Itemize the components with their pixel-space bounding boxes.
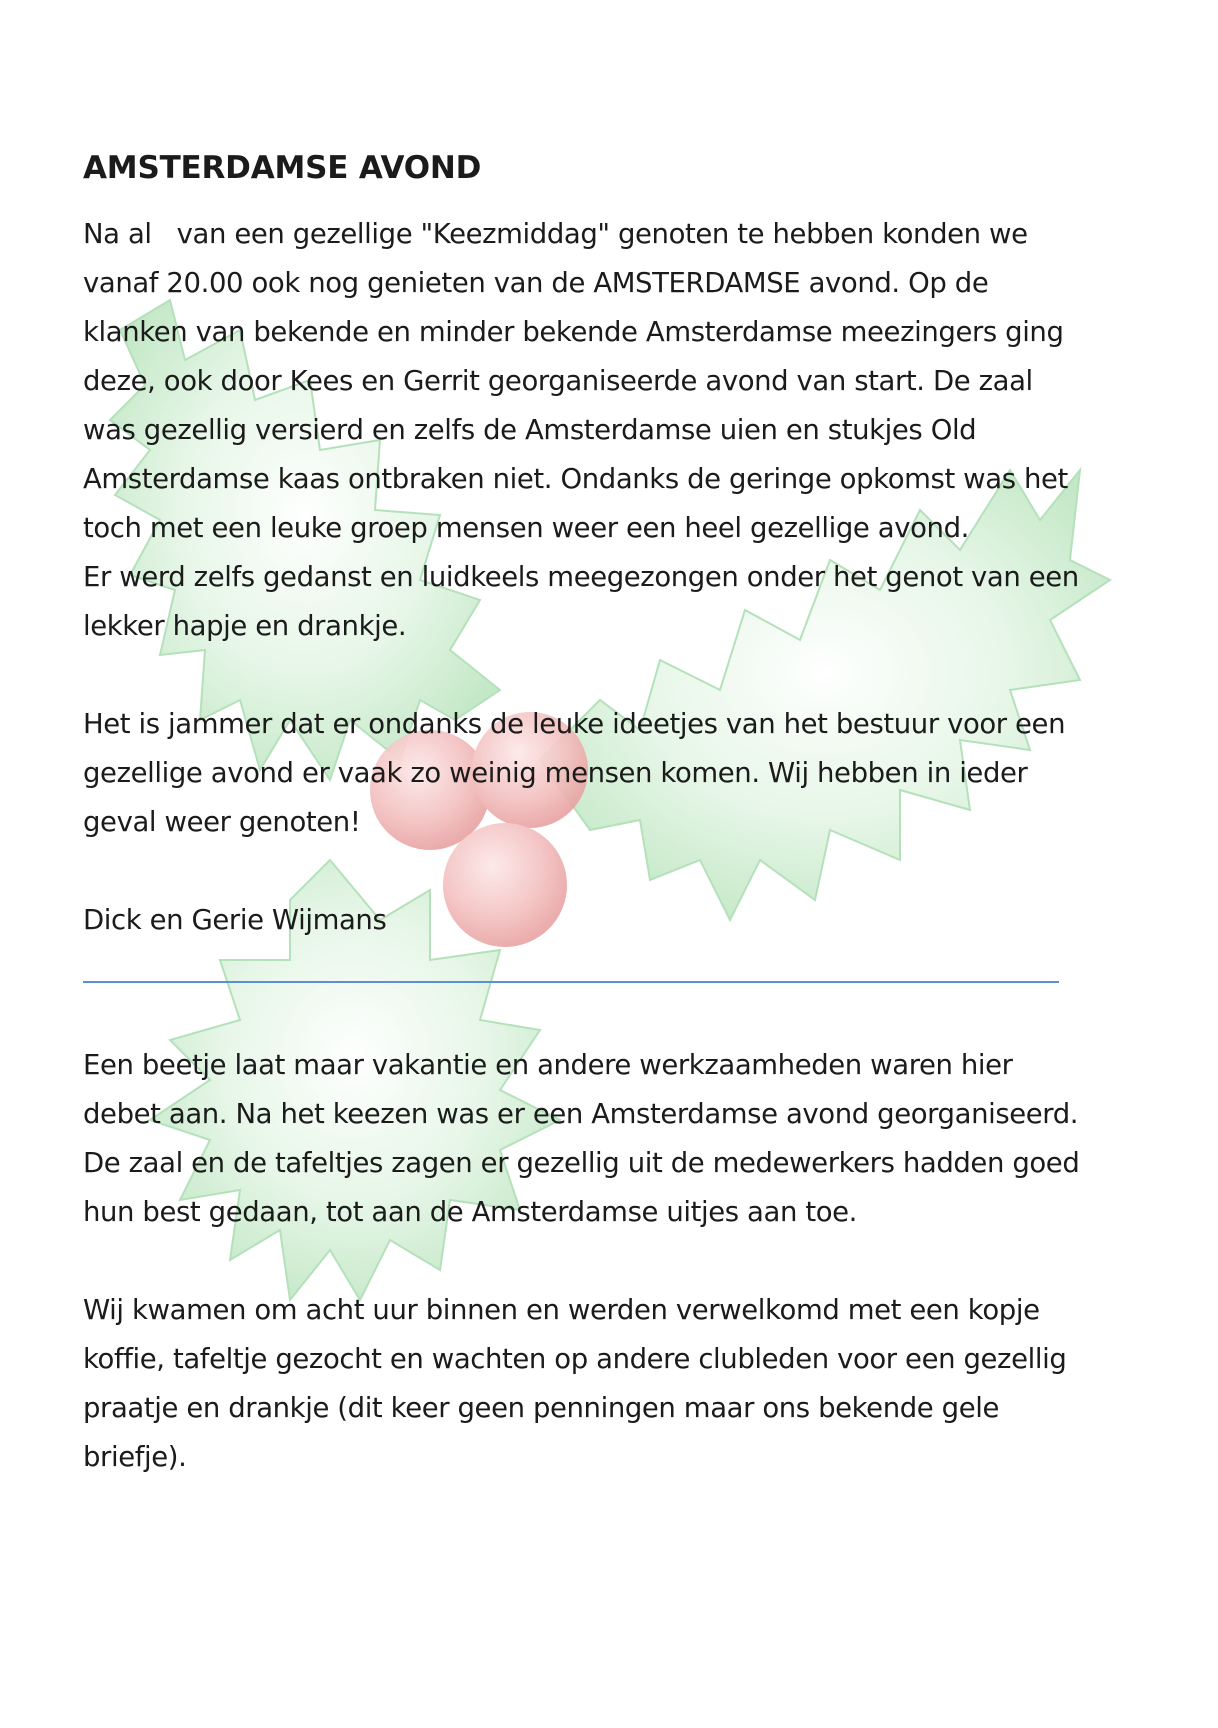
text-line: geval weer genoten! [83,806,361,838]
author-signature: Dick en Gerie Wijmans [83,904,387,936]
text-line: Er werd zelfs gedanst en luidkeels meegezongen onder het genot van een [83,561,1079,593]
text-line: deze, ook door Kees en Gerrit georganiseerde avond van start. De zaal [83,365,1033,397]
text-line: Amsterdamse kaas ontbraken niet. Ondanks de geringe opkomst was het [83,463,1068,495]
section-divider [83,981,1059,983]
text-line: vanaf 20.00 ook nog genieten van de AMSTERDAMSE avond. Op de [83,267,989,299]
text-line: koffie, tafeltje gezocht en wachten op andere clubleden voor een gezellig [83,1343,1067,1375]
text-line: praatje en drankje (dit keer geen penningen maar ons bekende gele [83,1392,999,1424]
paragraph-arrival [83,1286,1143,1482]
text-line: Na al van een gezellige "Keezmiddag" genoten te hebben konden we [83,218,1028,250]
text-line: briefje). [83,1441,187,1473]
paragraph-conclusion [83,700,1143,847]
article-title: AMSTERDAMSE AVOND [83,150,482,186]
text-line: debet aan. Na het keezen was er een Amsterdamse avond georganiseerd. [83,1098,1079,1130]
text-line: toch met een leuke groep mensen weer een heel gezellige avond. [83,512,969,544]
text-line: Het is jammer dat er ondanks de leuke ideetjes van het bestuur voor een [83,708,1066,740]
text-line: gezellige avond er vaak zo weinig mensen komen. Wij hebben in ieder [83,757,1028,789]
text-line: lekker hapje en drankje. [83,610,407,642]
text-line: hun best gedaan, tot aan de Amsterdamse uitjes aan toe. [83,1196,857,1228]
text-line: Wij kwamen om acht uur binnen en werden verwelkomd met een kopje [83,1294,1040,1326]
text-line: De zaal en de tafeltjes zagen er gezellig uit de medewerkers hadden goed [83,1147,1080,1179]
article [83,148,1143,1482]
paragraph-evening-report [83,210,1143,651]
text-line: was gezellig versierd en zelfs de Amsterdamse uien en stukjes Old [83,414,977,446]
text-line: klanken van bekende en minder bekende Amsterdamse meezingers ging [83,316,1064,348]
paragraph-second-report [83,1041,1143,1237]
text-line: Een beetje laat maar vakantie en andere werkzaamheden waren hier [83,1049,1013,1081]
